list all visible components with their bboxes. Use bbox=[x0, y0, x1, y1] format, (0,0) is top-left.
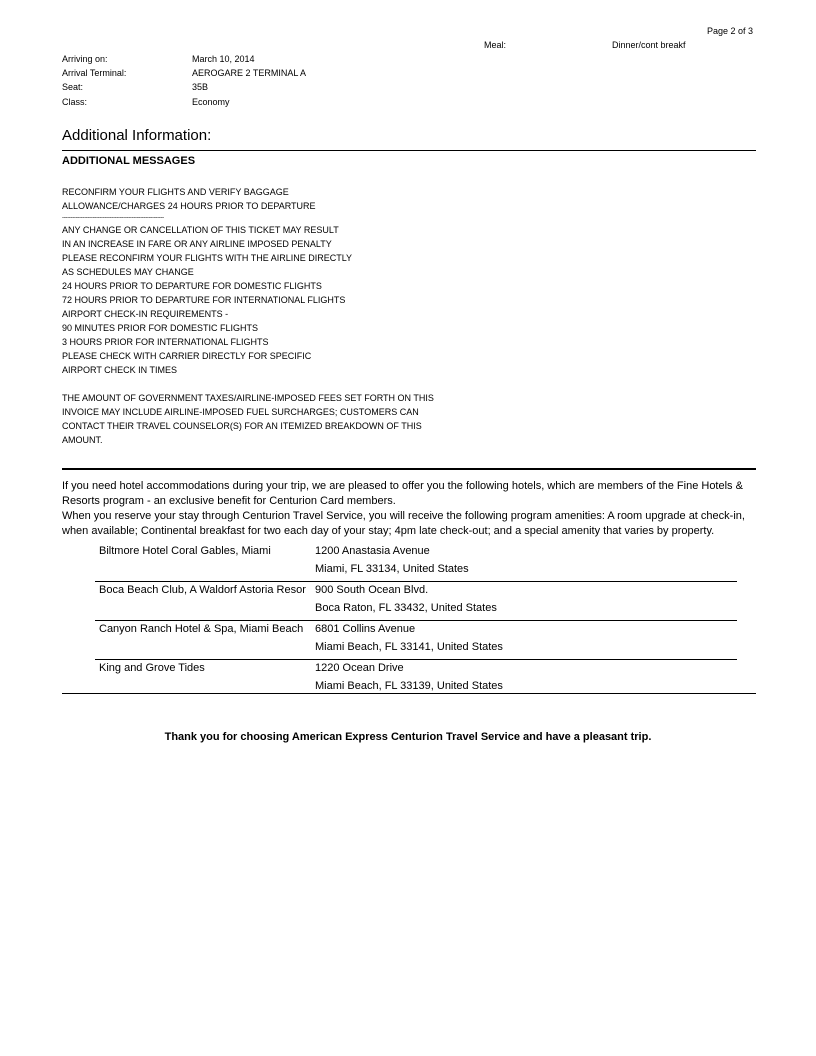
message-line: IN AN INCREASE IN FARE OR ANY AIRLINE IMPOSED PENALTY bbox=[62, 239, 332, 249]
message-line: PLEASE CHECK WITH CARRIER DIRECTLY FOR SPECIFIC bbox=[62, 351, 312, 361]
flight-row-arriving bbox=[62, 54, 362, 68]
hotel-table-bottom-rule bbox=[62, 693, 756, 694]
taxes-line: INVOICE MAY INCLUDE AIRLINE-IMPOSED FUEL SURCHARGES; CUSTOMERS CAN bbox=[62, 407, 419, 417]
hotel-address-line-2: Miami Beach, FL 33139, United States bbox=[315, 680, 503, 692]
terminal-value: AEROGARE 2 TERMINAL A bbox=[192, 68, 307, 78]
hotel-section-divider bbox=[62, 468, 756, 470]
seat-value: 35B bbox=[192, 82, 209, 92]
closing-message: Thank you for choosing American Express Centurion Travel Service and have a pleasant trip. bbox=[164, 731, 652, 743]
taxes-notice bbox=[62, 391, 434, 447]
message-line: AS SCHEDULES MAY CHANGE bbox=[62, 267, 194, 277]
seat-label: Seat: bbox=[62, 82, 84, 92]
hotel-row bbox=[95, 621, 737, 660]
hotel-name: King and Grove Tides bbox=[99, 662, 205, 674]
message-line: AIRPORT CHECK IN TIMES bbox=[62, 365, 178, 375]
hotel-address-line-1: 900 South Ocean Blvd. bbox=[315, 584, 429, 596]
terminal-label: Arrival Terminal: bbox=[62, 68, 127, 78]
message-line: 72 HOURS PRIOR TO DEPARTURE FOR INTERNATIONAL FLIGHTS bbox=[62, 295, 346, 305]
page-number: Page 2 of 3 bbox=[707, 26, 754, 36]
arriving-value: March 10, 2014 bbox=[192, 54, 255, 64]
hotel-row bbox=[95, 582, 737, 621]
section-divider bbox=[62, 150, 756, 151]
taxes-line: AMOUNT. bbox=[62, 435, 103, 445]
hotel-intro bbox=[62, 479, 752, 539]
hotel-name: Boca Beach Club, A Waldorf Astoria Resor bbox=[99, 584, 306, 596]
hotel-address-line-1: 6801 Collins Avenue bbox=[315, 623, 416, 635]
taxes-line: CONTACT THEIR TRAVEL COUNSELOR(S) FOR AN ITEMIZED BREAKDOWN OF THIS bbox=[62, 421, 422, 431]
hotel-intro-paragraph-1: If you need hotel accommodations during your trip, we are pleased to offer you the following hotels, which are members of the Fine Hotels & Resorts program - an exclusive benefit for Centurion Card members. bbox=[62, 480, 743, 507]
message-line: PLEASE RECONFIRM YOUR FLIGHTS WITH THE AIRLINE DIRECTLY bbox=[62, 253, 353, 263]
hotel-address-line-2: Miami, FL 33134, United States bbox=[315, 563, 469, 575]
flight-row-seat bbox=[62, 82, 362, 96]
taxes-line: THE AMOUNT OF GOVERNMENT TAXES/AIRLINE-IMPOSED FEES SET FORTH ON THIS bbox=[62, 393, 434, 403]
hotel-row bbox=[95, 543, 737, 582]
class-value: Economy bbox=[192, 97, 230, 107]
hotel-address-line-1: 1200 Anastasia Avenue bbox=[315, 545, 430, 557]
message-line: 24 HOURS PRIOR TO DEPARTURE FOR DOMESTIC FLIGHTS bbox=[62, 281, 322, 291]
hotel-name: Canyon Ranch Hotel & Spa, Miami Beach bbox=[99, 623, 304, 635]
message-line: 3 HOURS PRIOR FOR INTERNATIONAL FLIGHTS bbox=[62, 337, 269, 347]
hotel-address-line-2: Boca Raton, FL 33432, United States bbox=[315, 602, 497, 614]
meal-label: Meal: bbox=[484, 40, 507, 50]
message-line: 90 MINUTES PRIOR FOR DOMESTIC FLIGHTS bbox=[62, 323, 259, 333]
additional-info-heading: Additional Information: bbox=[62, 127, 212, 144]
hotel-table bbox=[95, 543, 737, 698]
message-separator: ------------------------------------------------------------ bbox=[62, 215, 164, 221]
message-line: ANY CHANGE OR CANCELLATION OF THIS TICKET MAY RESULT bbox=[62, 225, 339, 235]
flight-row-terminal bbox=[62, 68, 362, 82]
messages-block bbox=[62, 185, 352, 377]
meal-value: Dinner/cont breakf bbox=[612, 40, 686, 50]
message-line: RECONFIRM YOUR FLIGHTS AND VERIFY BAGGAGE bbox=[62, 187, 289, 197]
hotel-name: Biltmore Hotel Coral Gables, Miami bbox=[99, 545, 271, 557]
arriving-label: Arriving on: bbox=[62, 54, 108, 64]
message-line: ALLOWANCE/CHARGES 24 HOURS PRIOR TO DEPARTURE bbox=[62, 201, 316, 211]
hotel-intro-paragraph-2: When you reserve your stay through Centurion Travel Service, you will receive the following program amenities: A room upgrade at check-in, when available; Continental breakfast for two each day of your stay; 4pm late check-out; and a special amenity that varies by property. bbox=[62, 510, 745, 537]
hotel-address-line-2: Miami Beach, FL 33141, United States bbox=[315, 641, 503, 653]
class-label: Class: bbox=[62, 97, 88, 107]
message-line: AIRPORT CHECK-IN REQUIREMENTS - bbox=[62, 309, 229, 319]
hotel-address-line-1: 1220 Ocean Drive bbox=[315, 662, 404, 674]
additional-messages-heading: ADDITIONAL MESSAGES bbox=[62, 155, 196, 167]
flight-row-class bbox=[62, 97, 362, 111]
